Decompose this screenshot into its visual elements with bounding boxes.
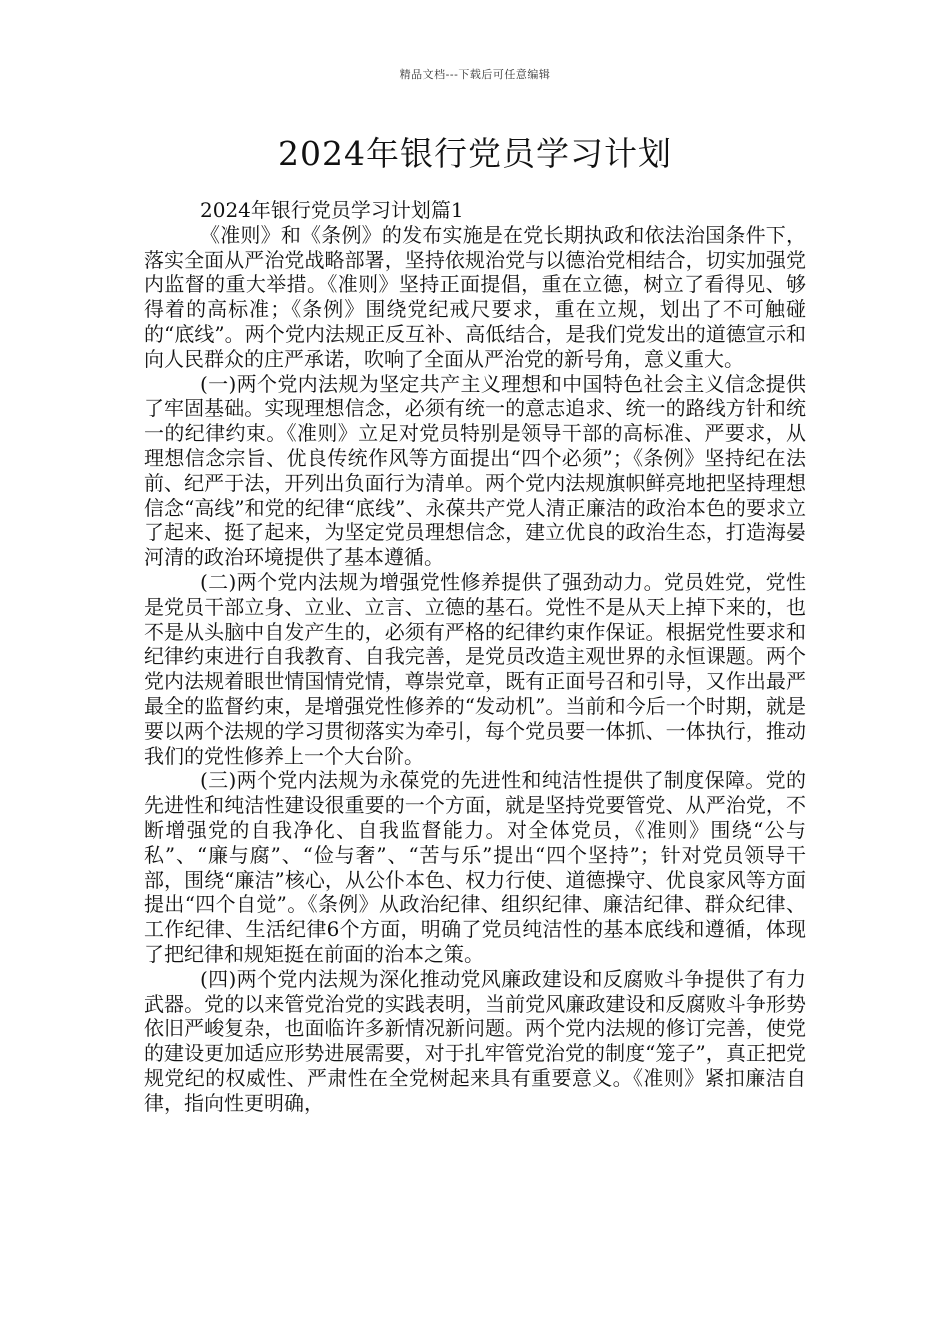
paragraph-point-4: (四)两个党内法规为深化推动党风廉政建设和反腐败斗争提供了有力武器。党的以来管党治党的实践表明，当前党风廉政建设和反腐败斗争形势依旧严峻复杂，也面临许多新情况新问题。两个党内法规的修订完善，使党的建设更加适应形势进展需要，对于扎牢管党治党的制度“笼子”，真正把党规党纪的权威性、严肃性在全党树起来具有重要意义。《准则》紧扣廉洁自律，指向性更明确，: [144, 966, 806, 1115]
paragraph-point-1: (一)两个党内法规为坚定共产主义理想和中国特色社会主义信念提供了牢固基础。实现理想信念，必须有统一的意志追求、统一的路线方针和统一的纪律约束。《准则》立足对党员特别是领导干部的高标准、严要求，从理想信念宗旨、优良传统作风等方面提出“四个必须”；《条例》坚持纪在法前、纪严于法，开列出负面行为清单。两个党内法规旗帜鲜亮地把坚持理想信念“高线”和党的纪律“底线”、永葆共产党人清正廉洁的政治本色的要求立了起来、挺了起来，为坚定党员理想信念，建立优良的政治生态，打造海晏河清的政治环境提供了基本遵循。: [144, 371, 806, 570]
paragraph-point-2: (二)两个党内法规为增强党性修养提供了强劲动力。党员姓党，党性是党员干部立身、立业、立言、立德的基石。党性不是从天上掉下来的，也不是从头脑中自发产生的，必须有严格的纪律约束作保证。根据党性要求和纪律约束进行自我教育、自我完善，是党员改造主观世界的永恒课题。两个党内法规着眼世情国情党情，尊崇党章，既有正面号召和引导，又作出最严最全的监督约束，是增强党性修养的“发动机”。当前和今后一个时期，就是要以两个法规的学习贯彻落实为牵引，每个党员要一体抓、一体执行，推动我们的党性修养上一个大台阶。: [144, 569, 806, 768]
paragraph-intro: 《准则》和《条例》的发布实施是在党长期执政和依法治国条件下，落实全面从严治党战略部署，坚持依规治党与以德治党相结合，切实加强党内监督的重大举措。《准则》坚持正面提倡，重在立德，树立了看得见、够得着的高标准；《条例》围绕党纪戒尺要求，重在立规，划出了不可触碰的“底线”。两个党内法规正反互补、高低结合，是我们党发出的道德宣示和向人民群众的庄严承诺，吹响了全面从严治党的新号角，意义重大。: [144, 222, 806, 371]
document-title: 2024年银行党员学习计划: [278, 134, 672, 173]
paragraph-point-3: (三)两个党内法规为永葆党的先进性和纯洁性提供了制度保障。党的先进性和纯洁性建设很重要的一个方面，就是坚持党要管党、从严治党，不断增强党的自我净化、自我监督能力。对全体党员，《准则》围绕“公与私”、“廉与腐”、“俭与奢”、“苦与乐”提出“四个坚持”；针对党员领导干部，围绕“廉洁”核心，从公仆本色、权力行使、道德操守、优良家风等方面提出“四个自觉”。《条例》从政治纪律、组织纪律、廉洁纪律、群众纪律、工作纪律、生活纪律6个方面，明确了党员纯洁性的基本底线和遵循，体现了把纪律和规矩挺在前面的治本之策。: [144, 768, 806, 966]
section-subtitle: 2024年银行党员学习计划篇1: [200, 198, 464, 222]
header-note: 精品文档---下载后可任意编辑: [399, 68, 551, 81]
document-body: [144, 198, 806, 1115]
